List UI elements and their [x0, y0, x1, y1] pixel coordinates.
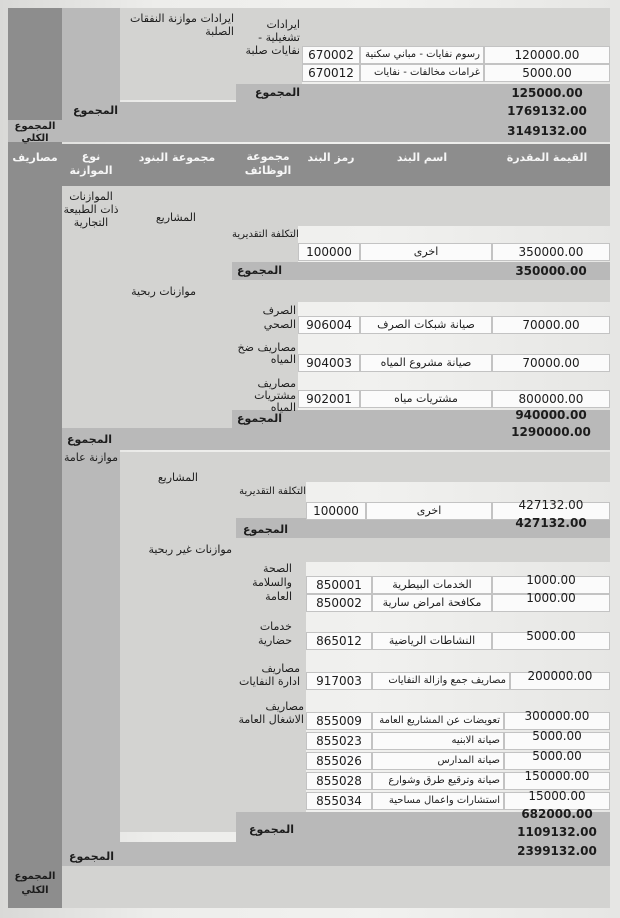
item-name: مشتريات مياه [394, 392, 458, 405]
item-value: 150000.00 [524, 769, 590, 783]
estimated-cost-label: التكلفة التقديرية [239, 486, 306, 497]
projects-label: المشاريع [155, 211, 196, 224]
item-code: 670012 [308, 66, 354, 80]
header-item-code: رمز البند [307, 151, 355, 164]
waste-mgmt-label: مصاريف ادارة النفايات [239, 662, 300, 688]
grand-total-value: 3149132.00 [507, 124, 587, 138]
expenses-label: مصاريف [12, 151, 58, 164]
header-item-name: اسم البند [396, 151, 448, 164]
type-column-top [62, 8, 120, 112]
sum-value: 125000.00 [511, 86, 583, 100]
sum-label: المجموع [73, 104, 118, 117]
item-value: 350000.00 [518, 245, 584, 259]
item-name: صيانة الابنيه [451, 735, 500, 746]
item-name: صيانة مشروع المياه [380, 356, 472, 369]
item-code: 865012 [316, 634, 362, 648]
item-value: 1000.00 [526, 591, 576, 605]
grand-total-label: المجموع الكلي [14, 871, 56, 896]
item-value: 120000.00 [514, 48, 580, 62]
band-projects-commercial [232, 186, 610, 226]
band-profit [232, 280, 610, 302]
header-estimated-value: القيمة المقدرة [506, 151, 588, 164]
sum-value: 427132.00 [515, 516, 587, 530]
group-column-general [120, 482, 236, 832]
total-value: 2399132.00 [517, 844, 597, 858]
sum-value: 1769132.00 [507, 104, 587, 118]
item-code: 904003 [306, 356, 352, 370]
header-item-group: مجموعة البنود [138, 151, 216, 164]
income-group-label: ايرادات موازنة النفقات الصلبة [129, 12, 234, 38]
grand-band-general [62, 866, 610, 908]
sum-label: المجموع [237, 412, 282, 425]
item-code: 855034 [316, 794, 362, 808]
cultural-label: خدمات حضارية [258, 620, 292, 647]
item-code: 100000 [313, 504, 359, 518]
item-value: 15000.00 [528, 789, 586, 803]
sum-value: 350000.00 [515, 264, 587, 278]
profit-group-label: موازنات ربحية [131, 285, 196, 298]
sum-value: 1109132.00 [517, 825, 597, 839]
item-name: صيانة شبكات الصرف [377, 318, 475, 331]
item-value: 70000.00 [522, 356, 580, 370]
band-nonprofit [236, 538, 610, 562]
sum-label: المجموع [237, 264, 282, 277]
item-name: صيانة وترقيع طرق وشوارع [388, 775, 500, 786]
item-code: 917003 [316, 674, 362, 688]
sum-label: المجموع [249, 823, 294, 836]
sum-label: المجموع [255, 86, 300, 99]
item-value: 200000.00 [527, 669, 593, 683]
item-name: الخدمات البيطرية [392, 578, 472, 591]
sanitation-label: الصرف الصحي [262, 304, 296, 331]
item-code: 855023 [316, 734, 362, 748]
total-label: المجموع [67, 433, 112, 446]
item-value: 800000.00 [518, 392, 584, 406]
item-value: 5000.00 [532, 729, 582, 743]
purchases-label: مصاريف مشتريات المياه [254, 377, 296, 414]
item-name: النشاطات الرياضية [388, 634, 476, 647]
left-column [8, 186, 62, 908]
item-value: 5000.00 [532, 749, 582, 763]
item-code: 855028 [316, 774, 362, 788]
item-name: صيانة المدارس [437, 755, 500, 766]
item-value: 5000.00 [522, 66, 572, 80]
total-value: 1290000.00 [511, 425, 591, 439]
item-code: 670002 [308, 48, 354, 62]
item-code: 855009 [316, 714, 362, 728]
sum-value: 682000.00 [521, 807, 593, 821]
item-value: 5000.00 [526, 629, 576, 643]
item-value: 1000.00 [526, 573, 576, 587]
item-code: 902001 [306, 392, 352, 406]
item-code: 100000 [306, 245, 352, 259]
pump-label: مصاريف ضخ المياه [237, 341, 296, 366]
item-value: 427132.00 [518, 498, 584, 512]
item-name: غرامات مخالفات - نفايات [373, 67, 480, 78]
item-code: 850002 [316, 596, 362, 610]
estimated-cost-label: التكلفة التقديرية [232, 229, 299, 240]
item-name: مصاريف جمع وازالة النفايات [388, 675, 506, 686]
item-name: رسوم نفايات - مباني سكنية [365, 49, 480, 60]
grand-total-label: المجموع الكلي [14, 121, 56, 144]
header-budget-type: نوع الموازنة [69, 150, 113, 177]
commercial-budget-type: الموازنات ذات الطبيعة التجارية [63, 190, 119, 229]
item-code: 850001 [316, 578, 362, 592]
item-name: اخرى [416, 504, 442, 517]
nonprofit-group-label: موازنات غير ربحية [148, 543, 232, 556]
total-label: المجموع [69, 850, 114, 863]
public-works-label: مصاريف الاشغال العامة [238, 700, 304, 726]
projects-label: المشاريع [157, 471, 198, 484]
item-name: اخرى [413, 245, 439, 258]
item-value: 300000.00 [524, 709, 590, 723]
sum-value: 940000.00 [515, 408, 587, 422]
item-name: استشارات واعمال مساحية [388, 795, 500, 806]
item-code: 855026 [316, 754, 362, 768]
health-label: الصحة والسلامة العامة [252, 562, 292, 603]
sum-label: المجموع [243, 523, 288, 536]
general-budget-type: موازنة عامة [63, 451, 119, 464]
header-function-group: مجموعة الوظائف [244, 150, 292, 177]
item-name: تعويضات عن المشاريع العامة [379, 715, 500, 726]
item-value: 70000.00 [522, 318, 580, 332]
type-column-general [62, 450, 120, 850]
item-code: 906004 [306, 318, 352, 332]
operating-income-label: ايرادات تشغيلية - نفايات صلبة [245, 18, 300, 57]
item-name: مكافحة امراض سارية [382, 596, 482, 609]
